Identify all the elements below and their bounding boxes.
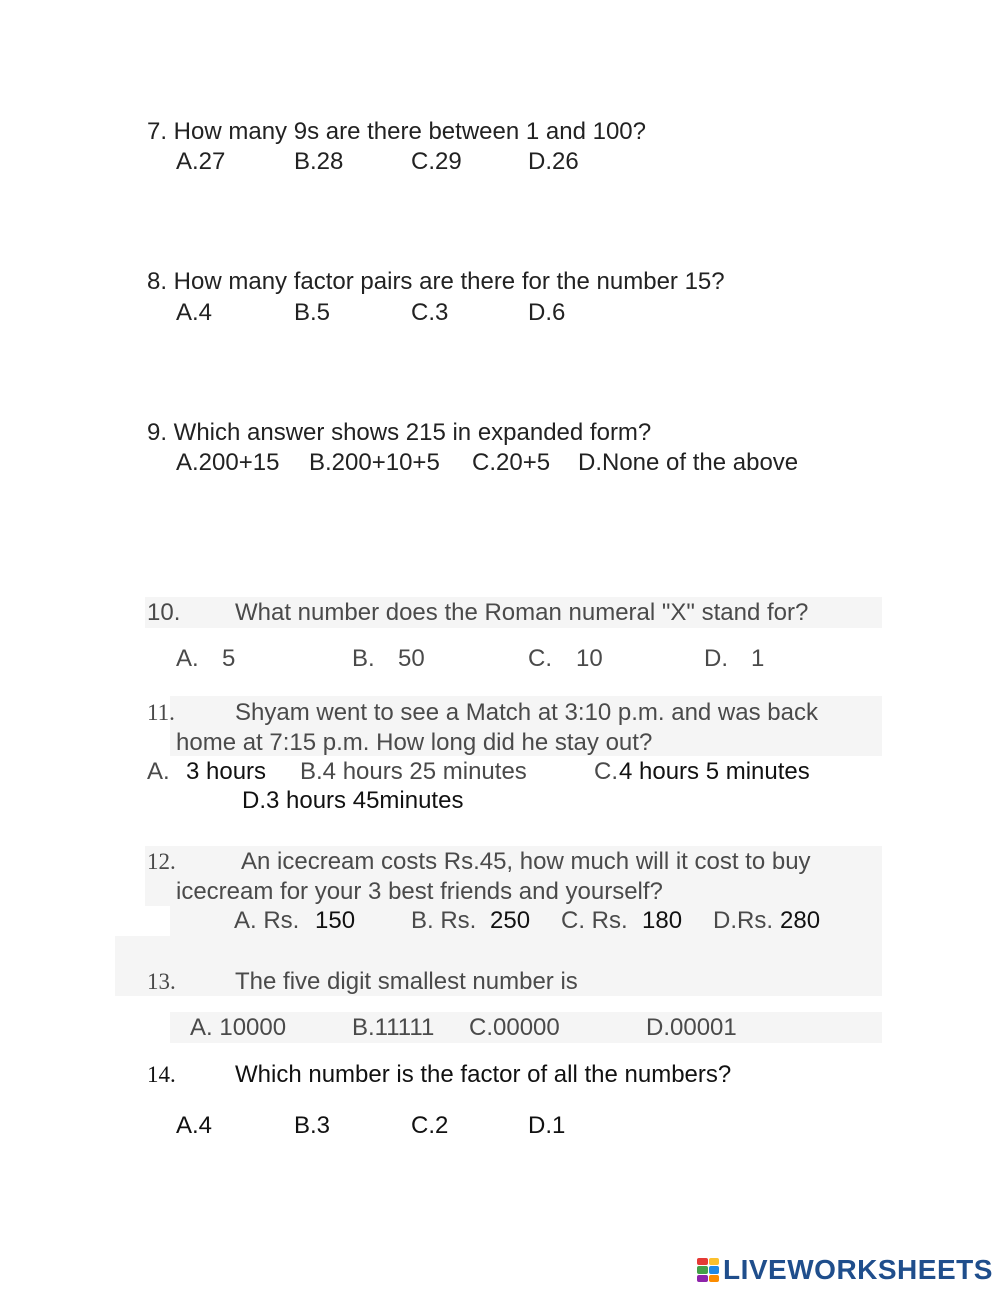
question-11-option-b: B.4 hours 25 minutes — [300, 758, 527, 785]
logo-text: LIVEWORKSHEETS — [723, 1254, 993, 1285]
question-11-option-d: D.3 hours 45minutes — [242, 787, 464, 814]
question-7-text: 7. How many 9s are there between 1 and 100? — [147, 118, 646, 145]
question-13-option-d: D.00001 — [646, 1014, 737, 1041]
question-10-option-c-label: C. — [528, 645, 552, 672]
question-7-option-a: A.27 — [176, 148, 226, 175]
question-13-option-c: C.00000 — [469, 1014, 560, 1041]
question-10-option-d-value: 1 — [751, 645, 765, 672]
question-9-option-d: D.None of the above — [578, 449, 799, 476]
question-8-option-c: C.3 — [411, 299, 449, 326]
question-8-option-b: B.5 — [294, 299, 331, 326]
question-14-option-b: B.3 — [294, 1112, 331, 1139]
question-11-option-a: 3 hours — [186, 758, 267, 785]
question-9-option-b: B.200+10+5 — [309, 449, 440, 476]
question-14-option-d: D.1 — [528, 1112, 566, 1139]
question-13-text: The five digit smallest number is — [235, 968, 578, 995]
question-8-option-a: A.4 — [176, 299, 213, 326]
question-12-option-b-label: B. Rs. — [411, 907, 477, 934]
question-8-text: 8. How many factor pairs are there for the number 15? — [147, 268, 725, 295]
question-11-number: 11. — [147, 700, 175, 725]
question-7-option-d: D.26 — [528, 148, 579, 175]
question-9-option-a: A.200+15 — [176, 449, 280, 476]
question-11-option-a-label: A. — [147, 758, 170, 785]
question-12-number: 12. — [147, 849, 176, 874]
question-12-text-line1: An icecream costs Rs.45, how much will it cost to buy — [241, 848, 811, 875]
question-12-option-c-label: C. Rs. — [561, 907, 628, 934]
question-11-option-c: 4 hours 5 minutes — [619, 758, 810, 785]
question-10-number: 10. — [147, 599, 181, 626]
question-7-option-b: B.28 — [294, 148, 344, 175]
question-10-option-d-label: D. — [704, 645, 728, 672]
question-11-option-c-label: C. — [594, 758, 618, 785]
question-10-option-a-label: A. — [176, 645, 199, 672]
question-10-option-b-value: 50 — [398, 645, 425, 672]
question-13-number: 13. — [147, 969, 176, 994]
question-10-option-a-value: 5 — [222, 645, 236, 672]
question-12-option-c-value: 180 — [642, 907, 683, 934]
question-8-option-d: D.6 — [528, 299, 566, 326]
question-10-option-c-value: 10 — [576, 645, 603, 672]
question-9-option-c: C.20+5 — [472, 449, 551, 476]
question-14-option-a: A.4 — [176, 1112, 213, 1139]
question-13-option-a: A. 10000 — [190, 1014, 287, 1041]
question-12-option-a-value: 150 — [315, 907, 356, 934]
liveworksheets-logo-icon — [697, 1258, 719, 1282]
question-13-option-b: B.11111 — [352, 1014, 435, 1041]
question-12-option-d-label: D.Rs. — [713, 907, 773, 934]
question-14-option-c: C.2 — [411, 1112, 449, 1139]
question-12-option-b-value: 250 — [490, 907, 531, 934]
question-12-option-d-value: 280 — [780, 907, 821, 934]
question-10-option-b-label: B. — [352, 645, 375, 672]
question-14-number: 14. — [147, 1062, 176, 1087]
question-12-option-a-label: A. Rs. — [234, 907, 300, 934]
question-7-option-c: C.29 — [411, 148, 462, 175]
liveworksheets-logo — [697, 1255, 993, 1285]
question-10-text: What number does the Roman numeral "X" stand for? — [235, 599, 809, 626]
question-9-text: 9. Which answer shows 215 in expanded form? — [147, 419, 652, 446]
question-14-text: Which number is the factor of all the numbers? — [235, 1061, 732, 1088]
question-12-text-line2: icecream for your 3 best friends and yourself? — [176, 878, 663, 905]
question-11-text-line1: Shyam went to see a Match at 3:10 p.m. and was back — [235, 699, 818, 726]
question-11-text-line2: home at 7:15 p.m. How long did he stay out? — [176, 729, 653, 756]
